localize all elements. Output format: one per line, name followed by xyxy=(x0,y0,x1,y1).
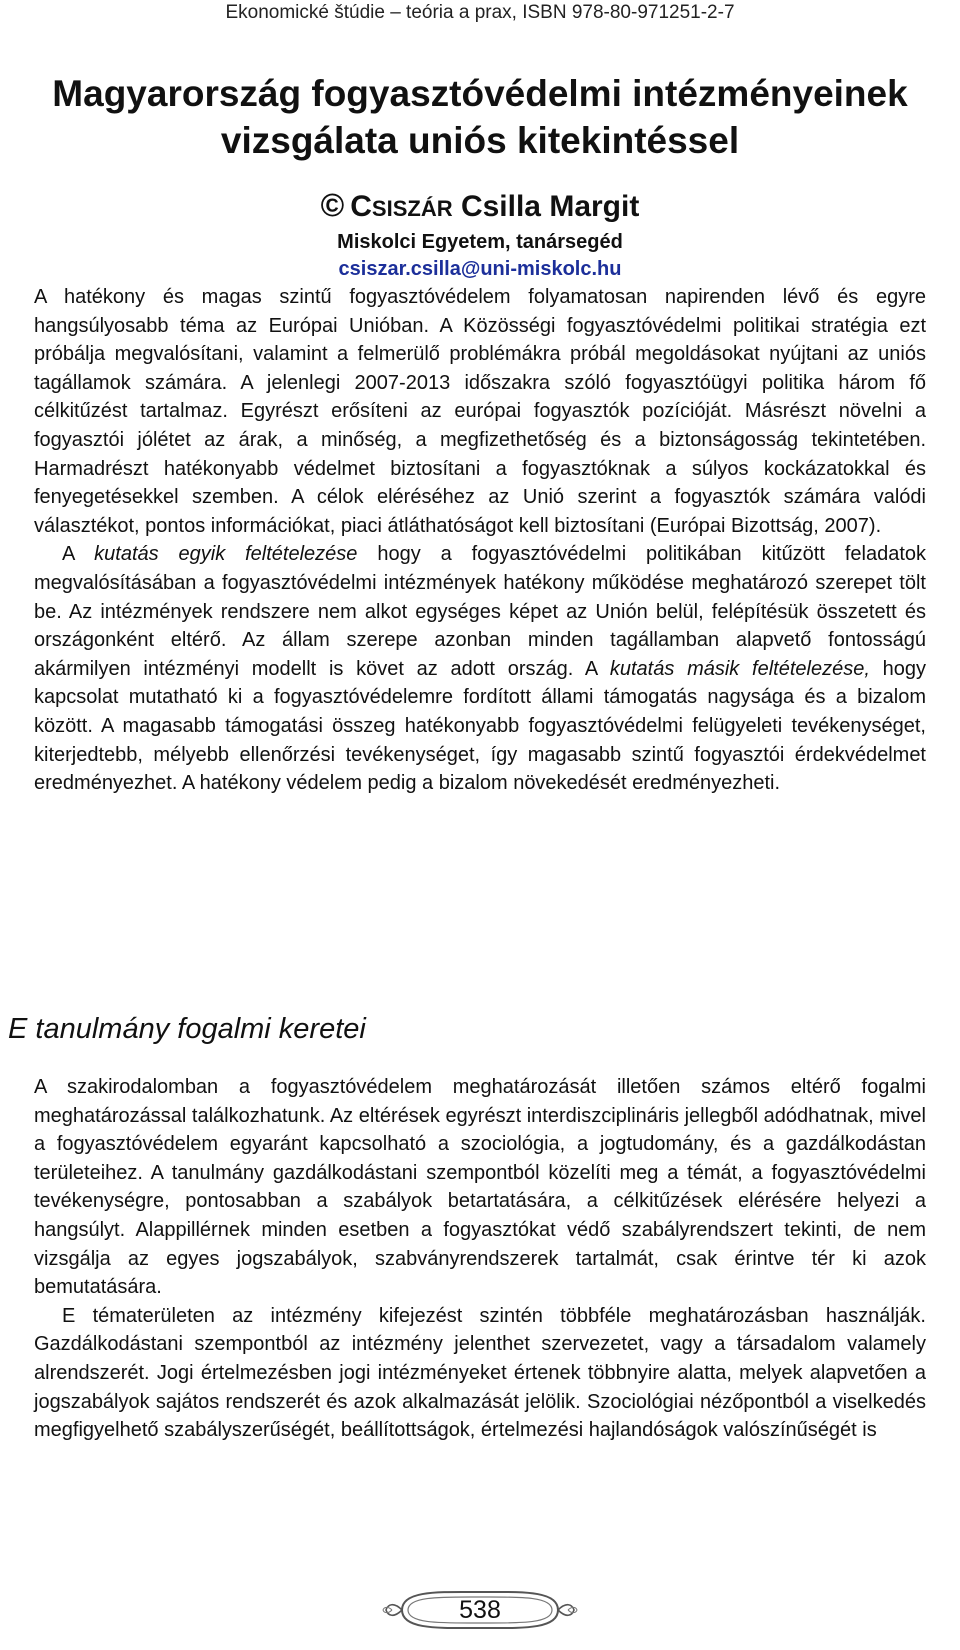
author-surname-initial: C xyxy=(350,190,372,223)
page-number: 538 xyxy=(459,1596,501,1624)
intro-p2-text-a: A xyxy=(62,543,95,566)
author-given-names: Csilla Margit xyxy=(460,190,640,223)
author-name xyxy=(20,185,940,229)
intro-p2-text-c: hogy kapcsolat mutatható ki a fogyasztóvédelemre fordított állami támogatás nagysága és a bizalom között. A magasabb támogatási összeg hatékonyabb fogyasztóvédelmi felügyeleti tevékenységet, kiterjedtebb, mélyebb ellenőrzési tevékenységet, így magasabb szintű fogyasztói érdekvédelmet eredményezhet. A hatékony védelem pedig a bizalom növekedését eredményezheti. xyxy=(34,657,926,795)
section-body xyxy=(34,1073,926,1445)
title-line-1: Magyarország fogyasztóvédelmi intézményeinek xyxy=(52,73,908,114)
intro-p2-text-b: hogy a fogyasztóvédelmi politikában kitűzött feladatok megvalósításában a fogyasztóvédelmi intézmények hatékony működése meghatározó szerepet tölt be. Az intézmények rendszere nem alkot egységes képet az Unión belül, felépítésük összetett és országonként eltérő. Az állam szerepe azonban minden tagállamban alapvető fontosságú akármilyen intézményi modellt is követ az adott ország. A xyxy=(34,543,926,680)
running-head: Ekonomické štúdie – teória a prax, ISBN 978-80-971251-2-7 xyxy=(225,2,735,23)
author-affiliation: Miskolci Egyetem, tanársegéd xyxy=(337,231,623,253)
author-email-link[interactable]: csiszar.csilla@uni-miskolc.hu xyxy=(338,258,622,280)
section-heading: E tanulmány fogalmi keretei xyxy=(8,1013,366,1045)
intro-paragraph-1: A hatékony és magas szintű fogyasztóvédelem folyamatosan napirenden lévő és egyre hangsúlyosabb téma az Európai Unióban. A Közösségi fogyasztóvédelmi politikai stratégia ezt próbálja megvalósítani, valamint a felmerülő problémákra próbál megoldásokat nyújtani az uniós tagállamok számára. A jelenlegi 2007-2013 időszakra szóló fogyasztóügyi politika három fő célkitűzést tartalmaz. Egyrészt erősíteni az európai fogyasztók pozícióját. Másrészt növelni a fogyasztói jólétet az árak, a minőség, a megfizethetőség és a biztonságosság tekintetében. Harmadrészt hatékonyabb védelmet biztosítani a fogyasztóknak a súlyos kockázatokkal és fenyegetésekkel szemben. A célok eléréséhez az Unió szerint a fogyasztók számára valódi választékot, pontos információkat, piaci átláthatóságot kell biztosítani (Európai Bizottság, 2007). xyxy=(34,286,926,537)
intro-paragraph-2 xyxy=(34,540,926,797)
copyright-icon: © xyxy=(320,187,345,223)
author-block xyxy=(20,185,940,283)
intro-section xyxy=(34,283,926,798)
section-paragraph-1: A szakirodalomban a fogyasztóvédelem meghatározását illetően számos eltérő fogalmi meghatározással találkozhatunk. Az eltérések egyrészt interdiszciplináris jellegből adódhatnak, mivel a fogyasztóvédelem egyaránt kapcsolható a szociológia, a jogtudomány, és a gazdálkodástan területeihez. A tanulmány gazdálkodástani szempontból közelíti meg a témát, a fogyasztóvédelmi tevékenységre, pontosabban a szabályok betartatására, a célkitűzések elérésére helyezi a hangsúlyt. Alappillérnek minden esetben a fogyasztókat védő szabályrendszert tekinti, de nem vizsgálja az egyes jogszabályok, szabványrendszerek tartalmát, csak érintve tér ki azok bemutatására. xyxy=(34,1076,926,1299)
hypothesis-1-emphasis: kutatás egyik feltételezése xyxy=(94,543,358,566)
page-number-ornament xyxy=(380,1580,580,1640)
hypothesis-2-emphasis: kutatás másik feltételezése, xyxy=(609,657,870,680)
section-paragraph-2: E tématerületen az intézmény kifejezést szintén többféle meghatározásban használják. Gazdálkodástani szempontból az intézmény jelenthet szervezetet, vagy a társadalom valamely alrendszerét. Jogi értelmezésben jogi intézményeket értenek többnyire alatta, melyek alapvetően a jogszabályok sajátos rendszerét és azok alkalmazását jelölik. Szociológiai nézőpontból a viselkedés megfigyelhető szabályszerűségét, beállítottságok, értelmezési hajlandóságok valószínűségét is xyxy=(34,1304,926,1442)
author-surname-rest: SISZÁR xyxy=(371,196,453,221)
title-line-2: vizsgálata uniós kitekintéssel xyxy=(220,120,740,161)
paper-title xyxy=(20,70,940,164)
